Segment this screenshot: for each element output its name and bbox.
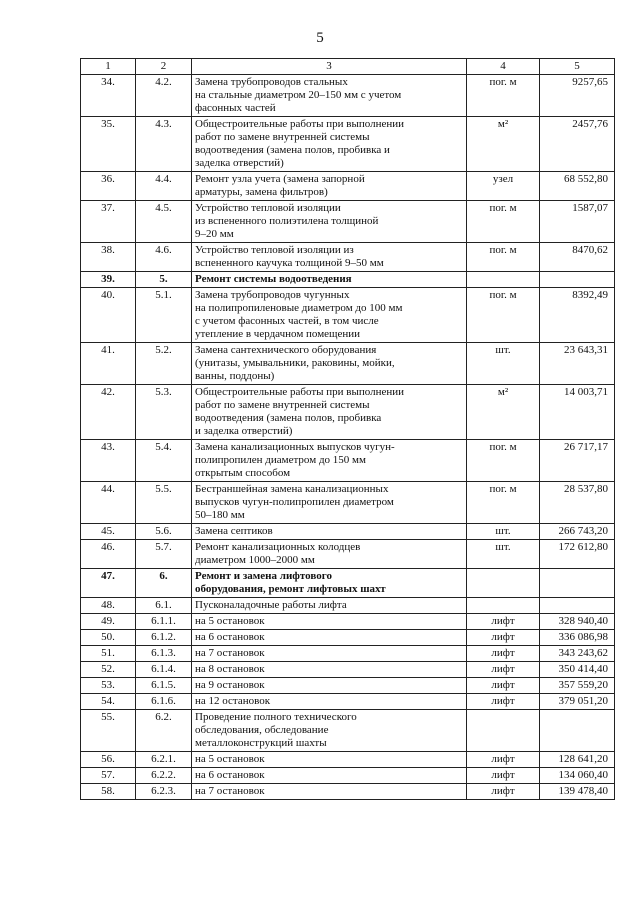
row-number-cell: 38. bbox=[81, 243, 136, 272]
unit-cell: пог. м bbox=[467, 288, 540, 343]
section-code-cell: 4.6. bbox=[136, 243, 192, 272]
section-code-cell: 6.1.1. bbox=[136, 614, 192, 630]
table-row bbox=[81, 117, 615, 172]
section-code-cell: 5.2. bbox=[136, 343, 192, 385]
column-header: 4 bbox=[467, 59, 540, 75]
row-number-cell: 48. bbox=[81, 598, 136, 614]
row-number-cell: 46. bbox=[81, 540, 136, 569]
row-number-cell: 56. bbox=[81, 752, 136, 768]
row-number-cell: 41. bbox=[81, 343, 136, 385]
table-row bbox=[81, 540, 615, 569]
row-number-cell: 36. bbox=[81, 172, 136, 201]
column-header: 2 bbox=[136, 59, 192, 75]
section-code-cell: 5.6. bbox=[136, 524, 192, 540]
row-number-cell: 51. bbox=[81, 646, 136, 662]
row-number-cell: 42. bbox=[81, 385, 136, 440]
work-description-cell: на 5 остановок bbox=[192, 752, 467, 768]
price-cell: 172 612,80 bbox=[540, 540, 615, 569]
table-row bbox=[81, 678, 615, 694]
price-cell: 26 717,17 bbox=[540, 440, 615, 482]
row-number-cell: 40. bbox=[81, 288, 136, 343]
work-description-cell: на 5 остановок bbox=[192, 614, 467, 630]
section-code-cell: 5. bbox=[136, 272, 192, 288]
section-code-cell: 4.4. bbox=[136, 172, 192, 201]
unit-cell bbox=[467, 710, 540, 752]
price-cell: 28 537,80 bbox=[540, 482, 615, 524]
section-code-cell: 5.7. bbox=[136, 540, 192, 569]
table-row bbox=[81, 440, 615, 482]
section-code-cell: 5.1. bbox=[136, 288, 192, 343]
unit-cell: пог. м bbox=[467, 75, 540, 117]
work-description-cell: Замена трубопроводов чугунных на полипропиленовые диаметром до 100 мм с учетом фасонных частей, в том числе утепление в чердачном помещении bbox=[192, 288, 467, 343]
unit-cell: м² bbox=[467, 117, 540, 172]
column-header: 1 bbox=[81, 59, 136, 75]
section-code-cell: 6. bbox=[136, 569, 192, 598]
work-description-cell: Общестроительные работы при выполнении работ по замене внутренней системы водоотведения (замена полов, пробивка и заделка отверстий) bbox=[192, 117, 467, 172]
section-code-cell: 6.1.2. bbox=[136, 630, 192, 646]
row-number-cell: 54. bbox=[81, 694, 136, 710]
work-description-cell: Общестроительные работы при выполнении работ по замене внутренней системы водоотведения (замена полов, пробивка и заделка отверстий) bbox=[192, 385, 467, 440]
work-description-cell: Бестраншейная замена канализационных выпусков чугун-полипропилен диаметром 50–180 мм bbox=[192, 482, 467, 524]
row-number-cell: 37. bbox=[81, 201, 136, 243]
table-row bbox=[81, 598, 615, 614]
work-description-cell: Проведение полного технического обследования, обследование металлоконструкций шахты bbox=[192, 710, 467, 752]
unit-cell: шт. bbox=[467, 540, 540, 569]
section-code-cell: 6.1. bbox=[136, 598, 192, 614]
unit-cell: лифт bbox=[467, 694, 540, 710]
unit-cell: пог. м bbox=[467, 243, 540, 272]
table-row bbox=[81, 75, 615, 117]
price-cell: 8392,49 bbox=[540, 288, 615, 343]
price-cell: 9257,65 bbox=[540, 75, 615, 117]
work-description-cell: на 12 остановок bbox=[192, 694, 467, 710]
work-description-cell: на 8 остановок bbox=[192, 662, 467, 678]
unit-cell: пог. м bbox=[467, 482, 540, 524]
unit-cell: пог. м bbox=[467, 201, 540, 243]
price-cell bbox=[540, 569, 615, 598]
table-row bbox=[81, 272, 615, 288]
table-row bbox=[81, 385, 615, 440]
row-number-cell: 49. bbox=[81, 614, 136, 630]
price-cell: 357 559,20 bbox=[540, 678, 615, 694]
row-number-cell: 39. bbox=[81, 272, 136, 288]
unit-cell: лифт bbox=[467, 784, 540, 800]
row-number-cell: 45. bbox=[81, 524, 136, 540]
work-description-cell: Замена трубопроводов стальных на стальные диаметром 20–150 мм с учетом фасонных частей bbox=[192, 75, 467, 117]
work-description-cell: Пусконаладочные работы лифта bbox=[192, 598, 467, 614]
table-row bbox=[81, 243, 615, 272]
row-number-cell: 44. bbox=[81, 482, 136, 524]
work-description-cell: на 7 остановок bbox=[192, 784, 467, 800]
work-description-cell: на 6 остановок bbox=[192, 768, 467, 784]
table-row bbox=[81, 614, 615, 630]
section-code-cell: 6.1.5. bbox=[136, 678, 192, 694]
table-row bbox=[81, 694, 615, 710]
row-number-cell: 35. bbox=[81, 117, 136, 172]
section-code-cell: 6.1.4. bbox=[136, 662, 192, 678]
work-description-cell: на 9 остановок bbox=[192, 678, 467, 694]
price-cell: 139 478,40 bbox=[540, 784, 615, 800]
table-row bbox=[81, 784, 615, 800]
price-cell: 266 743,20 bbox=[540, 524, 615, 540]
price-cell: 1587,07 bbox=[540, 201, 615, 243]
price-cell bbox=[540, 598, 615, 614]
price-cell: 134 060,40 bbox=[540, 768, 615, 784]
row-number-cell: 47. bbox=[81, 569, 136, 598]
work-description-cell: Ремонт канализационных колодцев диаметром 1000–2000 мм bbox=[192, 540, 467, 569]
section-code-cell: 5.5. bbox=[136, 482, 192, 524]
price-cell: 14 003,71 bbox=[540, 385, 615, 440]
row-number-cell: 34. bbox=[81, 75, 136, 117]
price-table bbox=[80, 58, 615, 800]
row-number-cell: 55. bbox=[81, 710, 136, 752]
unit-cell: пог. м bbox=[467, 440, 540, 482]
work-description-cell: Ремонт и замена лифтового оборудования, ремонт лифтовых шахт bbox=[192, 569, 467, 598]
unit-cell: лифт bbox=[467, 768, 540, 784]
price-cell bbox=[540, 710, 615, 752]
table-header-row bbox=[81, 59, 615, 75]
row-number-cell: 50. bbox=[81, 630, 136, 646]
table-row bbox=[81, 662, 615, 678]
work-description-cell: Замена сантехнического оборудования (унитазы, умывальники, раковины, мойки, ванны, поддоны) bbox=[192, 343, 467, 385]
unit-cell: шт. bbox=[467, 343, 540, 385]
work-description-cell: Замена септиков bbox=[192, 524, 467, 540]
column-header: 5 bbox=[540, 59, 615, 75]
price-cell: 350 414,40 bbox=[540, 662, 615, 678]
work-description-cell: Устройство тепловой изоляции из вспененного каучука толщиной 9–50 мм bbox=[192, 243, 467, 272]
price-cell: 23 643,31 bbox=[540, 343, 615, 385]
section-code-cell: 6.2. bbox=[136, 710, 192, 752]
table-row bbox=[81, 343, 615, 385]
table-row bbox=[81, 768, 615, 784]
work-description-cell: Ремонт системы водоотведения bbox=[192, 272, 467, 288]
price-cell bbox=[540, 272, 615, 288]
unit-cell bbox=[467, 598, 540, 614]
table-row bbox=[81, 172, 615, 201]
section-code-cell: 5.3. bbox=[136, 385, 192, 440]
unit-cell: лифт bbox=[467, 614, 540, 630]
section-code-cell: 6.2.3. bbox=[136, 784, 192, 800]
table-row bbox=[81, 201, 615, 243]
row-number-cell: 57. bbox=[81, 768, 136, 784]
section-code-cell: 6.1.6. bbox=[136, 694, 192, 710]
section-code-cell: 6.2.2. bbox=[136, 768, 192, 784]
table-row bbox=[81, 524, 615, 540]
price-cell: 379 051,20 bbox=[540, 694, 615, 710]
section-code-cell: 6.2.1. bbox=[136, 752, 192, 768]
table-row bbox=[81, 646, 615, 662]
page-number: 5 bbox=[316, 30, 324, 46]
row-number-cell: 53. bbox=[81, 678, 136, 694]
price-cell: 328 940,40 bbox=[540, 614, 615, 630]
row-number-cell: 52. bbox=[81, 662, 136, 678]
table-row bbox=[81, 630, 615, 646]
section-code-cell: 4.3. bbox=[136, 117, 192, 172]
unit-cell bbox=[467, 569, 540, 598]
price-cell: 343 243,62 bbox=[540, 646, 615, 662]
table-row bbox=[81, 569, 615, 598]
price-cell: 68 552,80 bbox=[540, 172, 615, 201]
price-cell: 8470,62 bbox=[540, 243, 615, 272]
section-code-cell: 4.5. bbox=[136, 201, 192, 243]
work-description-cell: Устройство тепловой изоляции из вспененного полиэтилена толщиной 9–20 мм bbox=[192, 201, 467, 243]
unit-cell: лифт bbox=[467, 630, 540, 646]
section-code-cell: 4.2. bbox=[136, 75, 192, 117]
unit-cell: шт. bbox=[467, 524, 540, 540]
section-code-cell: 6.1.3. bbox=[136, 646, 192, 662]
price-cell: 128 641,20 bbox=[540, 752, 615, 768]
section-code-cell: 5.4. bbox=[136, 440, 192, 482]
table-row bbox=[81, 482, 615, 524]
unit-cell bbox=[467, 272, 540, 288]
table-row bbox=[81, 752, 615, 768]
work-description-cell: Ремонт узла учета (замена запорной арматуры, замена фильтров) bbox=[192, 172, 467, 201]
work-description-cell: на 6 остановок bbox=[192, 630, 467, 646]
price-cell: 2457,76 bbox=[540, 117, 615, 172]
price-cell: 336 086,98 bbox=[540, 630, 615, 646]
row-number-cell: 43. bbox=[81, 440, 136, 482]
unit-cell: лифт bbox=[467, 646, 540, 662]
row-number-cell: 58. bbox=[81, 784, 136, 800]
unit-cell: лифт bbox=[467, 662, 540, 678]
work-description-cell: Замена канализационных выпусков чугун- полипропилен диаметром до 150 мм открытым способом bbox=[192, 440, 467, 482]
unit-cell: лифт bbox=[467, 678, 540, 694]
unit-cell: м² bbox=[467, 385, 540, 440]
table-row bbox=[81, 288, 615, 343]
unit-cell: лифт bbox=[467, 752, 540, 768]
table-row bbox=[81, 710, 615, 752]
unit-cell: узел bbox=[467, 172, 540, 201]
work-description-cell: на 7 остановок bbox=[192, 646, 467, 662]
column-header: 3 bbox=[192, 59, 467, 75]
